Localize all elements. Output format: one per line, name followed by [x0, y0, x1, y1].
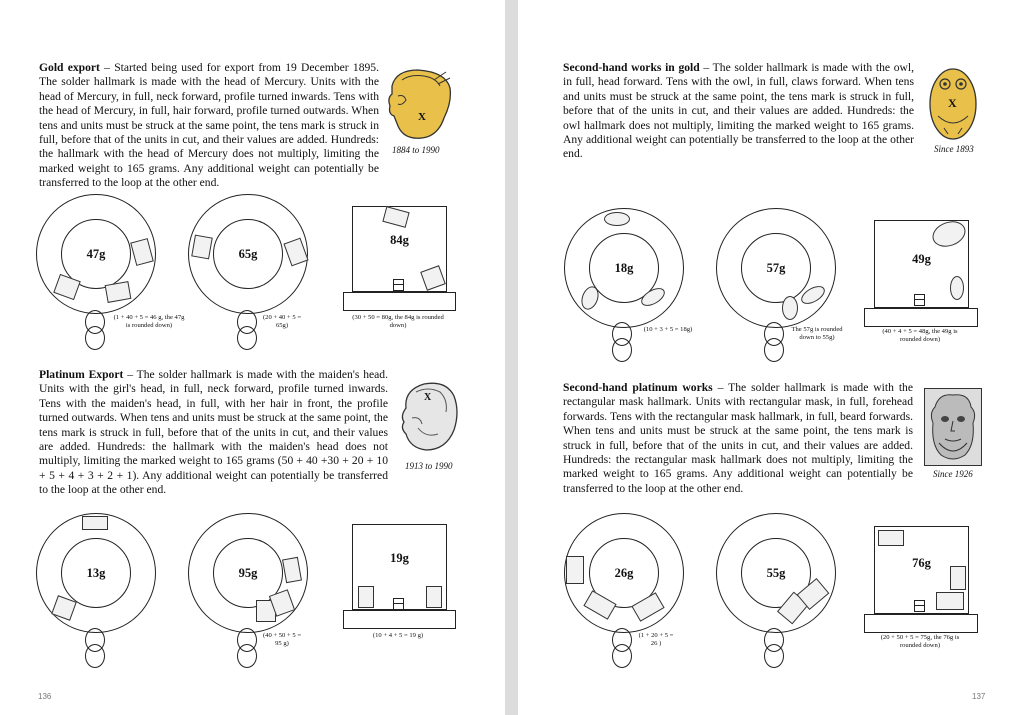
- hallmark-stamp: [604, 212, 630, 226]
- clasp-base: [343, 610, 456, 629]
- owl-caption: [934, 144, 974, 154]
- weight-label: 49g: [912, 251, 931, 266]
- weight-label: 13g: [86, 565, 106, 580]
- clasp-latch: [914, 294, 925, 306]
- secondhand-gold-text: – The solder hallmark is made with the owl, in full, head forward. Tens with the owl, in full, claws forward. When tens and units must be struck at the same point, the tens mark is struck in full, before that of the units in cut, and their values are added. Hundreds: the owl hallmark does not multiply, limiting the marked weight to 165 grams. Any additional weight can potentially be transferred to the loop at the other end.: [563, 61, 914, 161]
- loop-link: [612, 338, 632, 362]
- secondhand-platinum-heading: Second-hand platinum works: [563, 381, 713, 394]
- weight-label: 55g: [766, 565, 786, 580]
- weight-label: 65g: [238, 246, 258, 261]
- weight-label: 76g: [912, 555, 931, 570]
- platinum-export-paragraph: [39, 368, 388, 498]
- loop-link: [237, 644, 257, 668]
- weight-label: 47g: [86, 246, 106, 261]
- weight-note: (1 + 20 + 5 = 26 ): [638, 632, 674, 648]
- gold-export-text: – Started being used for export from 19 December 1895. The solder hallmark is made with the head of Mercury. Units with the head of Mercury, in full, neck forward, profile turned inwards. Tens with the head of Mercury, in full, hair forward, profile turned outwards. When tens and units must be struck at the same point, the tens mark is struck in full, before that of the units in cut, and their values are added. Hundreds: the hallmark with the head of Mercury does not multiply, limiting the marked weight to 165 grams. Any additional weight can potentially be transferred to the loop at the other end.: [39, 61, 379, 190]
- secondhand-gold-paragraph: [563, 61, 914, 162]
- secondhand-platinum-text: – The solder hallmark is made with the rectangular mask hallmark. Units with rectangular mask, in full, forehead forwards. Tens with the rectangular mask hallmark, in full, beard forwards. When tens and units must be struck at the same point, the tens mark is struck in full, before that of the units in cut, and their values are added. Hundreds: the rectangular mask hallmark does not multiply, limiting the marked weight to 165 grams. Any additional weight can potentially be transferred to the loop at the other end.: [563, 381, 913, 495]
- hallmark-stamp: [566, 556, 584, 584]
- weight-label: 19g: [390, 550, 409, 565]
- secondhand-gold-heading: Second-hand works in gold: [563, 61, 700, 74]
- weight-note: (10 + 4 + 5 = 19 g): [372, 632, 424, 639]
- gold-export-paragraph: [39, 61, 379, 191]
- maiden-hallmark: [396, 378, 462, 454]
- loop-link: [237, 326, 257, 350]
- hallmark-stamp: [426, 586, 442, 608]
- maiden-caption: 1913 to 1990: [405, 461, 453, 471]
- weight-note: (20 + 40 + 5 = 65g): [262, 314, 302, 330]
- loop-link: [85, 644, 105, 668]
- mask-face-icon: [925, 389, 981, 465]
- loop-link: [612, 644, 632, 668]
- secondhand-platinum-paragraph: [563, 381, 913, 496]
- platinum-export-heading: Platinum Export: [39, 368, 124, 381]
- mercury-caption: 1884 to 1990: [392, 145, 440, 155]
- weight-label: 95g: [238, 565, 258, 580]
- loop-link: [764, 644, 784, 668]
- mask-caption: Since 1926: [933, 469, 973, 479]
- hallmark-stamp: [950, 566, 966, 590]
- mask-hallmark: [924, 388, 982, 466]
- hallmark-stamp: [358, 586, 374, 608]
- weight-note: (1 + 40 + 5 = 46 g, the 47g is rounded down): [113, 314, 185, 330]
- loop-link: [764, 338, 784, 362]
- maiden-head-icon: [396, 378, 462, 454]
- hallmark-stamp: [936, 592, 964, 610]
- clasp-base: [343, 292, 456, 311]
- hallmark-stamp: [950, 276, 964, 300]
- page-number: 137: [972, 692, 986, 701]
- clasp-latch: [393, 598, 404, 610]
- hallmark-letter: X: [424, 392, 432, 403]
- weight-note: The 57g is rounded down to 55g): [791, 326, 843, 342]
- owl-hallmark: [928, 66, 978, 142]
- clasp-base: [864, 614, 978, 633]
- clasp-latch: [393, 279, 404, 291]
- platinum-export-text: – The solder hallmark is made with the maiden's head. Units with the girl's head, in full, neck forward, profile turned inwards. Tens with the maiden's head, in full, with her hair in front, the profile turned outwards. When tens and units must be struck at the same point, the tens mark is struck in full, before that of the units in cut, and their values are added. Hundreds: the hallmark with the maiden's head does not multiply, limiting the marked weight to 165 grams (50 + 40 +30 + 20 + 10 + 5 + 4 + 3 + 2 + 1). Any additional weight can potentially be transferred to the loop at the other end.: [39, 368, 388, 497]
- gold-export-heading: Gold export: [39, 61, 100, 74]
- weight-note: (30 + 50 = 80g, the 84g is rounded down): [352, 314, 444, 330]
- weight-label: 26g: [614, 565, 634, 580]
- weight-label: 18g: [614, 260, 634, 275]
- hallmark-stamp: [191, 235, 213, 260]
- hallmark-stamp: [782, 296, 798, 320]
- mercury-hallmark: [384, 66, 454, 142]
- weight-note: (20 + 50 + 5 = 75g, the 76g is rounded down): [880, 634, 960, 650]
- hallmark-letter: X: [948, 96, 957, 110]
- page-gutter: [505, 0, 518, 715]
- owl-caption-text: Since 1893: [934, 144, 974, 154]
- clasp-base: [864, 308, 978, 327]
- clasp-latch: [914, 600, 925, 612]
- loop-link: [85, 326, 105, 350]
- hallmark-letter: X: [418, 111, 426, 123]
- weight-note: (10 + 3 + 5 = 18g): [643, 326, 693, 333]
- mercury-head-icon: [384, 66, 454, 142]
- weight-label: 84g: [390, 232, 409, 247]
- weight-label: 57g: [766, 260, 786, 275]
- hallmark-stamp: [82, 516, 108, 530]
- hallmark-stamp: [878, 530, 904, 546]
- weight-note: (40 + 4 + 5 = 48g, the 49g is rounded down): [882, 328, 958, 344]
- page-number: 136: [38, 692, 52, 701]
- weight-note: (40 + 50 + 5 = 95 g): [262, 632, 302, 648]
